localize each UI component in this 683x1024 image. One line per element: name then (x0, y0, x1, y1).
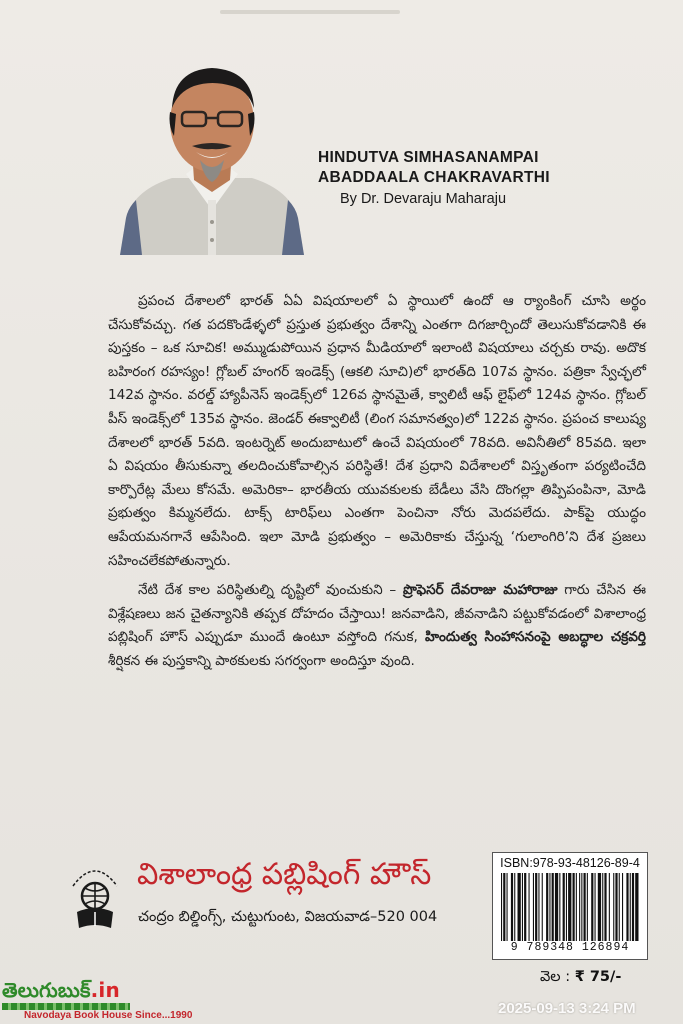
barcode-bar (604, 873, 606, 941)
store-tagline: Navodaya Book House Since...1990 (24, 1010, 193, 1021)
barcode-bar (529, 873, 530, 941)
store-strip (2, 1003, 130, 1010)
author-photo-icon (112, 50, 312, 255)
blurb-p2-book-title: హిందుత్వ సింహాసనంపై అబద్ధాల చక్రవర్తి (425, 629, 646, 646)
author-portrait (112, 50, 312, 255)
barcode-bar (579, 873, 580, 941)
barcode-bar (622, 873, 623, 941)
photo-timestamp: 2025-09-13 3:24 PM (498, 1000, 636, 1017)
blurb-p2-part-2: గారు చేసిన ఈ విశ్లేషణలు జన చైతన్యానికి తప్పక దోహదం చేస్తాయి! జనవాడిని, జీవనాడిని పట్టుకోవడంలో విశాలాంధ్ర పబ్లిషింగ్ హౌస్ ఎప్పుడూ ముందే ఉంటూ వస్తోంది గనుక, (108, 582, 646, 646)
book-title-line-2: ABADDAALA CHAKRAVARTHI (318, 169, 550, 186)
barcode-bar (566, 873, 567, 941)
price-tag (540, 966, 621, 988)
store-name (2, 978, 192, 1002)
barcode-bar (591, 873, 593, 941)
store-name-main: తెలుగుబుక్ (2, 978, 91, 1002)
book-title-block (318, 148, 648, 210)
barcode-bar (630, 873, 631, 941)
barcode-bar (518, 873, 521, 941)
store-name-suffix: .in (90, 978, 120, 1002)
blurb-p2-part-1: నేటి దేశ కాల పరిస్థితుల్ని దృష్టిలో వుంచుకుని – (138, 582, 403, 599)
barcode-bar (501, 873, 502, 941)
barcode-bar (555, 873, 558, 941)
isbn-label: ISBN:978-93-48126-89-4 (500, 856, 640, 870)
barcode-bar (576, 873, 577, 941)
barcode-bar (573, 873, 575, 941)
barcode-bar (584, 873, 586, 941)
barcode-bar (511, 873, 513, 941)
book-author: By Dr. Devaraju Maharaju (340, 191, 507, 207)
publisher-logo (63, 852, 127, 938)
barcode-bar (615, 873, 617, 941)
store-watermark (2, 978, 192, 1022)
blurb-text (108, 290, 646, 674)
blurb-paragraph-1: ప్రపంచ దేశాలలో భారత్ ఏఏ విషయాలలో ఏ స్థాయిలో ఉందో ఆ ర్యాంకింగ్ చూసి అర్థం చేసుకోవచ్చు. గత పదకొండేళ్ళలో ప్రస్తుత ప్రభుత్వం దేశాన్ని ఎంతగా దిగజార్చిందో తెలుసుకోవడానికి ఈ పుస్తకం – ఒక సూచిక! అమ్ముడుపోయిన ప్రధాన మీడియాలో ఇలాంటి విషయాలు చర్చకు రావు. అదొక బహిరంగ రహస్యం! గ్లోబల్ హంగర్ ఇండెక్స్ (ఆకలి సూచి)లో భారత్‌ది 107వ స్థానం. పత్రికా స్వేచ్ఛలో 142వ స్థానం. వరల్డ్ హ్యాపీనెస్ ఇండెక్స్‌లో 126వ స్థానమైతే, క్వాలిటీ ఆఫ్ లైఫ్‌లో 124వ స్థానం. గ్లోబల్ పీస్ ఇండెక్స్‌లో 135వ స్థానం. జెండర్ ఈక్వాలిటీ (లింగ సమానత్వం)లో 122వ స్థానం. ప్రపంచ కాలుష్య దేశాలలో భారత్ 5వది. ఇంటర్నెట్ అందుబాటులో ఉంచే విషయంలో 78వది. అవినీతిలో 85వది. ఇలా ఏ విషయం తీసుకున్నా తలదించుకోవాల్సిన పరిస్థితే! దేశ ప్రధాని విదేశాలలో విస్తృతంగా పర్యటించేది కార్పొరేట్ల మేలు కోసమే. అమెరికా– భారతీయ యువకులకు బేడీలు వేసి దొంగల్లా తిప్పిపంపినా, మోడి ప్రభుత్వం కిమ్మనలేదు. టాక్స్ టారిఫ్‌లు ఎంతగా పెంచినా నోరు మెదపలేదు. పాక్‌పై యుద్ధం ఆపేయమనగానే ఆపేసింది. ఇలా మోడి ప్రభుత్వం – అమెరికాకు చేస్తున్న ‘గులాంగిరి’ని దేశ ప్రజలు సహించలేకపోతున్నారు. (108, 293, 646, 569)
publisher-emblem-icon (63, 852, 127, 938)
isbn-barcode (492, 852, 648, 960)
scan-artifact-line (220, 10, 400, 14)
barcode-bar (602, 873, 603, 941)
barcode-bar (559, 873, 560, 941)
barcode-bar (542, 873, 543, 941)
blurb-p2-author-name: ప్రొఫెసర్ దేవరాజు మహారాజు (402, 582, 558, 599)
barcode-bar (595, 873, 596, 941)
barcode-bar (533, 873, 534, 941)
barcode-bar (613, 873, 614, 941)
barcode-bar (581, 873, 582, 941)
barcode-icon (499, 873, 641, 941)
barcode-bar (524, 873, 526, 941)
barcode-bar (598, 873, 601, 941)
barcode-bar (568, 873, 571, 941)
barcode-bar (535, 873, 537, 941)
barcode-bar (587, 873, 588, 941)
blurb-p2-part-3: శీర్షికన ఈ పుస్తకాన్ని పాఠకులకు సగర్వంగా అందిస్తూ వుంది. (108, 652, 415, 669)
barcode-bar (632, 873, 634, 941)
barcode-digits: 9 789348 126894 (510, 941, 630, 954)
barcode-bar (503, 873, 505, 941)
barcode-bar (549, 873, 550, 941)
barcode-bar (507, 873, 508, 941)
barcode-bar (552, 873, 554, 941)
price-value: ₹ 75/- (574, 969, 622, 985)
barcode-bar (563, 873, 565, 941)
barcode-bar (538, 873, 539, 941)
barcode-bar (626, 873, 628, 941)
barcode-bar (635, 873, 638, 941)
book-title-line-1: HINDUTVA SIMHASANAMPAI (318, 149, 539, 166)
barcode-bar (609, 873, 610, 941)
publisher-name: విశాలాంధ్ర పబ్లిషింగ్ హౌస్ (137, 857, 432, 892)
barcode-bar (546, 873, 548, 941)
publisher-address: చంద్రం బిల్డింగ్స్, చుట్టుగుంట, విజయవాడ–520 004 (138, 909, 438, 925)
barcode-bar (619, 873, 620, 941)
price-label: వెల : (540, 969, 575, 985)
barcode-bar (514, 873, 515, 941)
barcode-bar (522, 873, 523, 941)
blurb-paragraph-2 (108, 579, 646, 673)
